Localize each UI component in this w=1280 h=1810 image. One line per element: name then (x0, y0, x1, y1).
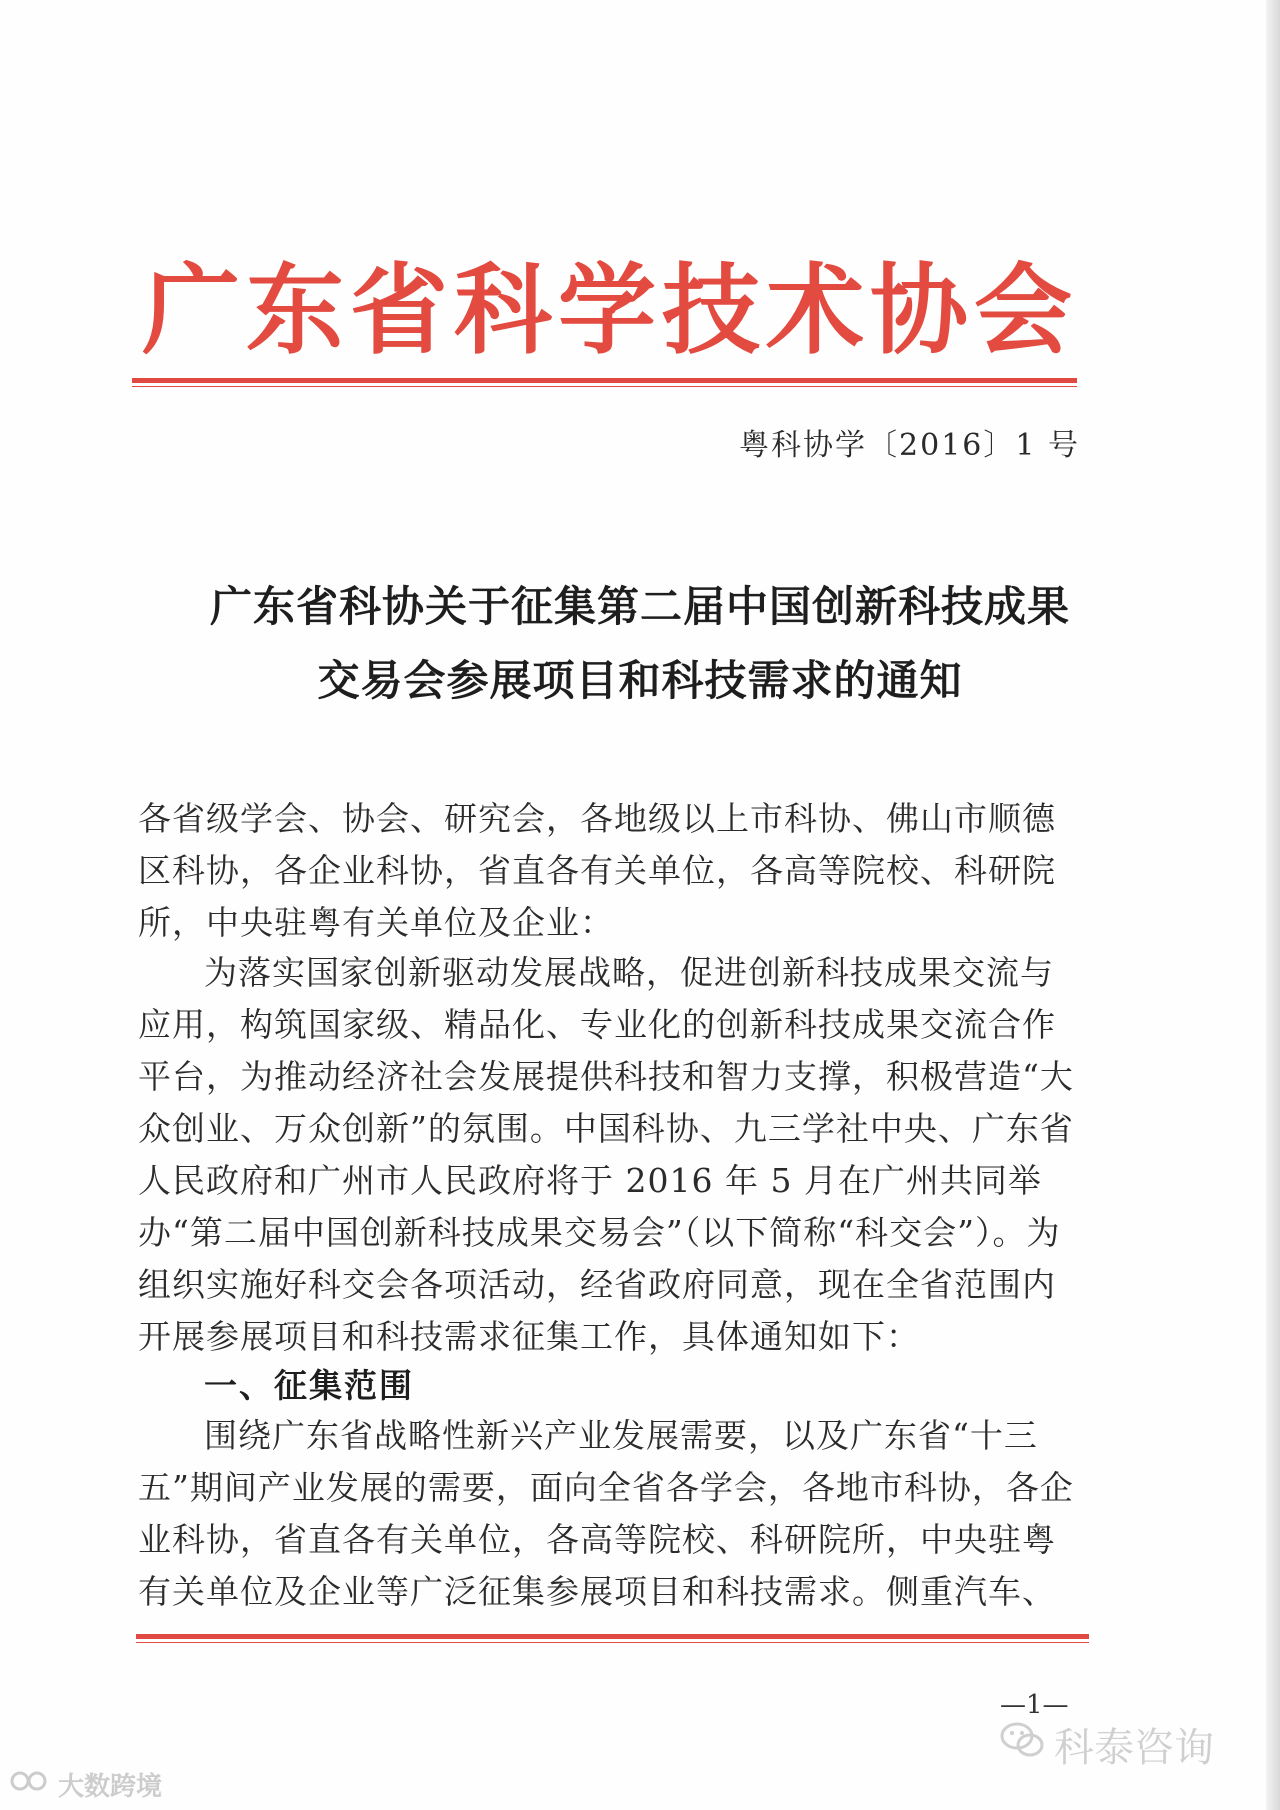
notice-title-line-1: 广东省科协关于征集第二届中国创新科技成果 (209, 582, 1070, 631)
section-heading-1: 一、征集范围 (204, 1366, 414, 1405)
paragraph-section-1-text: 围绕广东省战略性新兴产业发展需要，以及广东省“十三五”期间产业发展的需要，面向全省各学会，各地市科协，各企业科协，省直各有关单位，各高等院校、科研院所，中央驻粤有关单位及企业等广泛征集参展项目和科技需求。侧重汽车、 (138, 1416, 1074, 1611)
footer-red-rule (136, 1634, 1089, 1639)
brand-logo-icon (10, 1766, 50, 1803)
footer-thin-rule (136, 1642, 1089, 1643)
document-number: 粤科协学〔2016〕1 号 (739, 428, 1080, 463)
page-edge-shadow (1266, 0, 1280, 1810)
addressee-line: 区科协，各企业科协，省直各有关单位，各高等院校、科研院 (138, 851, 1056, 890)
paragraph-intro (138, 947, 1083, 1363)
watermark-left (10, 1766, 162, 1803)
letterhead-thin-rule (132, 386, 1077, 387)
page-number: —1— (1000, 1690, 1069, 1720)
letterhead-red-rule (132, 378, 1077, 383)
addressee-line: 各省级学会、协会、研究会，各地级以上市科协、佛山市顺德 (138, 799, 1056, 838)
paragraph-section-1 (138, 1410, 1083, 1618)
addressee-block (138, 793, 1083, 949)
addressee-line: 所，中央驻粤有关单位及企业： (138, 903, 614, 942)
watermark-wechat (1000, 1716, 1214, 1773)
watermark-right-text: 科泰咨询 (1054, 1725, 1214, 1771)
org-letterhead-title: 广东省科学技术协会 (141, 254, 1078, 368)
paragraph-intro-text: 为落实国家创新驱动发展战略，促进创新科技成果交流与应用，构筑国家级、精品化、专业化的创新科技成果交流合作平台，为推动经济社会发展提供科技和智力支撑，积极营造“大众创业、万众创新”的氛围。中国科协、九三学社中央、广东省人民政府和广州市人民政府将于 2016 年 5 月在广州共同举办“第二届中国创新科技成果交易会”（以下简称“科交会”）。为组织实施好科交会各项活动，经省政府同意，现在全省范围内开展参展项目和科技需求征集工作，具体通知如下： (138, 953, 1074, 1356)
wechat-icon (1000, 1721, 1044, 1769)
watermark-left-text: 大数跨境 (58, 1772, 163, 1802)
notice-title-line-2: 交易会参展项目和科技需求的通知 (317, 656, 963, 705)
